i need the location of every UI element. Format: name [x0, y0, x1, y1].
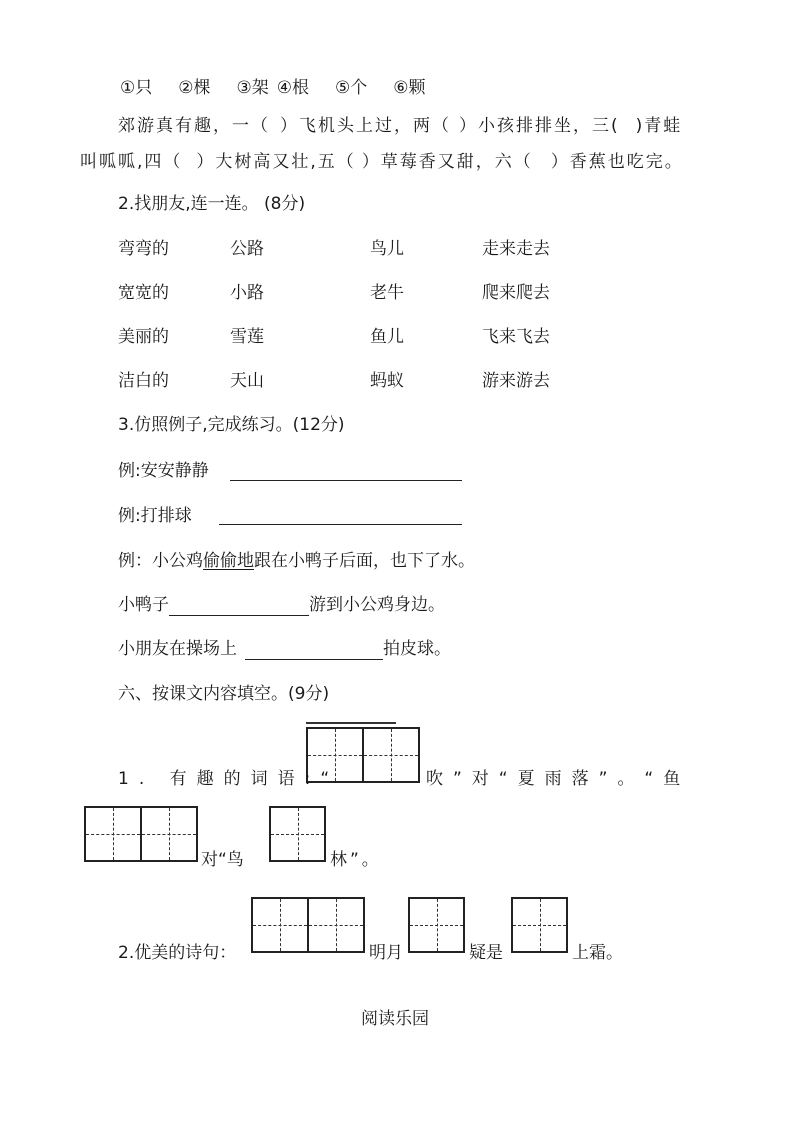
q3-sentence-1-blank[interactable] — [169, 595, 309, 616]
q2-col2-row4: 天山 — [230, 371, 264, 391]
writing-grid-6[interactable] — [511, 897, 568, 953]
q2-col1-row3: 美丽的 — [118, 327, 169, 347]
q2-col1-row1: 弯弯的 — [118, 239, 169, 259]
q2-col1-row4: 洁白的 — [118, 371, 169, 391]
q3-example-3: 例：小公鸡偷偷地跟在小鸭子后面，也下了水。 — [118, 551, 475, 571]
q2-col2-row3: 雪莲 — [230, 327, 264, 347]
section6-item2-label: 2.优美的诗句： — [118, 943, 237, 963]
writing-grid-4[interactable] — [251, 897, 365, 953]
option-3: ③架 — [236, 78, 269, 98]
section6-item1-line1: 1. 有趣的词语:“ — [118, 769, 340, 789]
section6-title: 六、按课文内容填空。(9分) — [118, 684, 330, 704]
q2-col2-row2: 小路 — [230, 283, 264, 303]
measure-word-options — [120, 77, 426, 99]
q2-col3-row2: 老牛 — [370, 283, 404, 303]
option-4: ④根 — [276, 78, 309, 98]
option-1: ①只 — [120, 78, 153, 98]
section6-item1-line1b: 吹”对“夏雨落”。“鱼 — [426, 769, 691, 789]
option-6: ⑥颗 — [393, 78, 426, 98]
q3-title: 3.仿照例子,完成练习。(12分) — [118, 415, 345, 435]
q2-col2-row1: 公路 — [230, 239, 264, 259]
section6-item2-doubt: 疑是 — [469, 943, 503, 963]
q3-sentence-1: 小鸭子 游到小公鸡身边。 — [118, 595, 445, 615]
q3-example-2: 例:打排球 — [118, 506, 192, 526]
q1-line-2: 叫呱呱,四（ ）大树高又壮,五（ ）草莓香又甜，六（ ）香蕉也吃完。 — [80, 152, 684, 172]
q2-col4-row4: 游来游去 — [482, 371, 550, 391]
section6-item1-line2b: 林”。 — [330, 850, 382, 870]
q3-sentence-2-blank[interactable] — [245, 639, 383, 660]
q3-answer-line-2[interactable] — [219, 524, 462, 525]
q2-title: 2.找朋友,连一连。 (8分) — [118, 194, 306, 214]
option-2: ②棵 — [178, 78, 211, 98]
section6-item1-line2a: 对“鸟 — [201, 850, 244, 870]
q2-col4-row1: 走来走去 — [482, 239, 550, 259]
section6-item2-frost: 上霜。 — [572, 943, 623, 963]
reading-section-title: 阅读乐园 — [361, 1009, 429, 1029]
q3-answer-line-1[interactable] — [230, 480, 462, 481]
q2-col3-row3: 鱼儿 — [370, 327, 404, 347]
q2-col4-row3: 飞来飞去 — [482, 327, 550, 347]
q2-col1-row2: 宽宽的 — [118, 283, 169, 303]
q3-sentence-2: 小朋友在操场上 拍皮球。 — [118, 639, 451, 659]
q1-line-1: 郊游真有趣，一（ ）飞机头上过，两（ ）小孩排排坐，三( )青蛙 — [118, 116, 683, 136]
q2-col3-row1: 鸟儿 — [370, 239, 404, 259]
scan-mark — [306, 722, 396, 724]
writing-grid-3[interactable] — [269, 806, 326, 862]
q3-example-1: 例:安安静静 — [118, 461, 209, 481]
q2-col3-row4: 蚂蚁 — [370, 371, 404, 391]
section6-item2-moon: 明月 — [369, 943, 403, 963]
option-5: ⑤个 — [335, 78, 368, 98]
writing-grid-5[interactable] — [408, 897, 465, 953]
underlined-word: 偷偷地 — [203, 551, 254, 571]
writing-grid-2[interactable] — [84, 806, 198, 862]
q2-col4-row2: 爬来爬去 — [482, 283, 550, 303]
